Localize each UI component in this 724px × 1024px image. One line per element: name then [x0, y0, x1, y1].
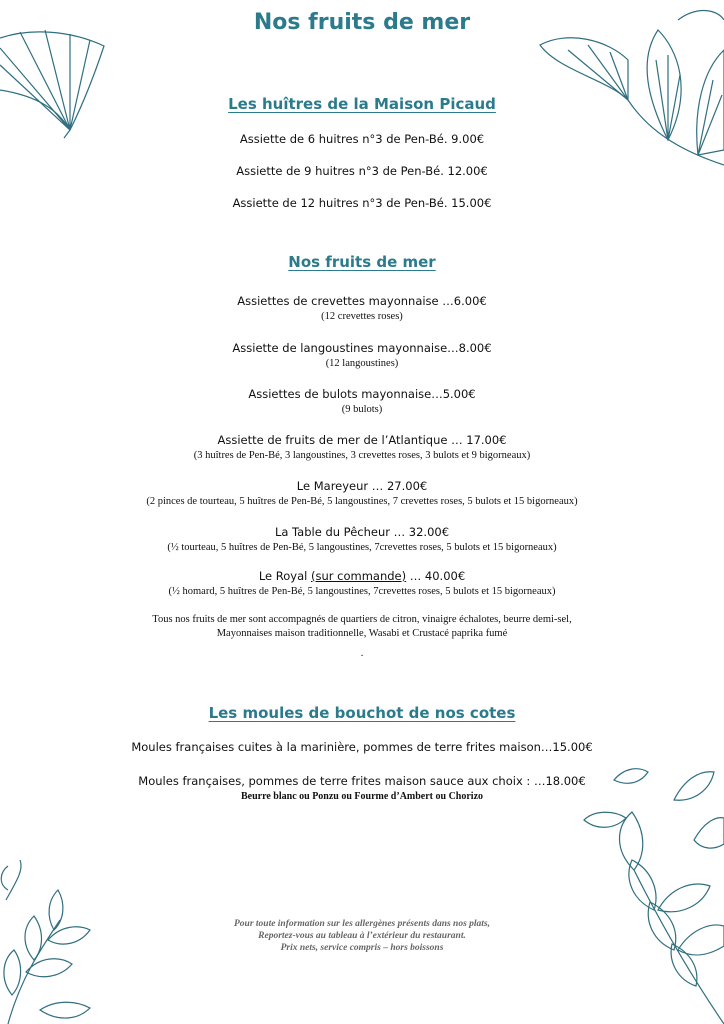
menu-item-detail: (12 crevettes roses)	[321, 311, 403, 322]
menu-item: Assiette de 6 huitres n°3 de Pen-Bé. 9.00€	[239, 132, 485, 146]
accompaniment-note: Tous nos fruits de mer sont accompagnés de quartiers de citron, vinaigre échalotes, beurre demi-sel,	[152, 614, 572, 625]
menu-item-detail: (½ tourteau, 5 huîtres de Pen-Bé, 5 langoustines, 7crevettes roses, 5 bulots et 15 bigorneaux)	[167, 542, 557, 553]
menu-item: Assiette de 12 huitres n°3 de Pen-Bé. 15.00€	[232, 196, 492, 210]
note-dot: .	[360, 648, 364, 659]
page-title: Nos fruits de mer	[253, 10, 471, 35]
menu-item: Assiettes de crevettes mayonnaise …6.00€	[237, 294, 487, 308]
section-heading-fruits-de-mer: Nos fruits de mer	[288, 253, 436, 271]
footer-pricing-note: Prix nets, service compris – hors boissons	[280, 943, 444, 953]
section-heading-huitres: Les huîtres de la Maison Picaud	[228, 95, 496, 113]
menu-item: Moules françaises cuites à la marinière, pommes de terre frites maison…15.00€	[131, 740, 593, 754]
menu-item-royal	[0, 569, 724, 583]
sur-commande-note: (sur commande)	[310, 569, 407, 583]
footer-allergen-note: Reportez-vous au tableau à l’extérieur du restaurant.	[258, 931, 466, 941]
section-heading-moules: Les moules de bouchot de nos cotes	[208, 704, 516, 722]
menu-item-detail: (½ homard, 5 huîtres de Pen-Bé, 5 langoustines, 7crevettes roses, 5 bulots et 15 bigorneaux)	[168, 586, 556, 597]
footer-allergen-note: Pour toute information sur les allergènes présents dans nos plats,	[233, 919, 491, 929]
menu-item: Assiettes de bulots mayonnaise…5.00€	[248, 387, 476, 401]
menu-item-detail: (12 langoustines)	[325, 358, 399, 369]
menu-item-detail: (3 huîtres de Pen-Bé, 3 langoustines, 3 crevettes roses, 3 bulots et 9 bigorneaux)	[193, 450, 531, 461]
menu-item: Le Mareyeur … 27.00€	[296, 479, 428, 493]
menu-item: La Table du Pêcheur … 32.00€	[274, 525, 450, 539]
menu-item: Assiette de langoustines mayonnaise…8.00€	[232, 341, 492, 355]
menu-item: Assiette de fruits de mer de l’Atlantique … 17.00€	[217, 433, 507, 447]
menu-item: Assiette de 9 huitres n°3 de Pen-Bé. 12.00€	[236, 164, 488, 178]
sauce-options: Beurre blanc ou Ponzu ou Fourme d’Ambert ou Chorizo	[240, 791, 484, 802]
accompaniment-note: Mayonnaises maison traditionnelle, Wasabi et Crustacé paprika fumé	[216, 628, 508, 639]
menu-item-detail: (9 bulots)	[341, 404, 383, 415]
menu-item-price: … 40.00€	[406, 569, 466, 583]
menu-item-detail: (2 pinces de tourteau, 5 huîtres de Pen-Bé, 5 langoustines, 7 crevettes roses, 5 bulots et 15 bigorneaux)	[146, 496, 578, 507]
menu-item: Moules françaises, pommes de terre frites maison sauce aux choix : …18.00€	[138, 774, 586, 788]
menu-item-label: Le Royal	[258, 569, 311, 583]
